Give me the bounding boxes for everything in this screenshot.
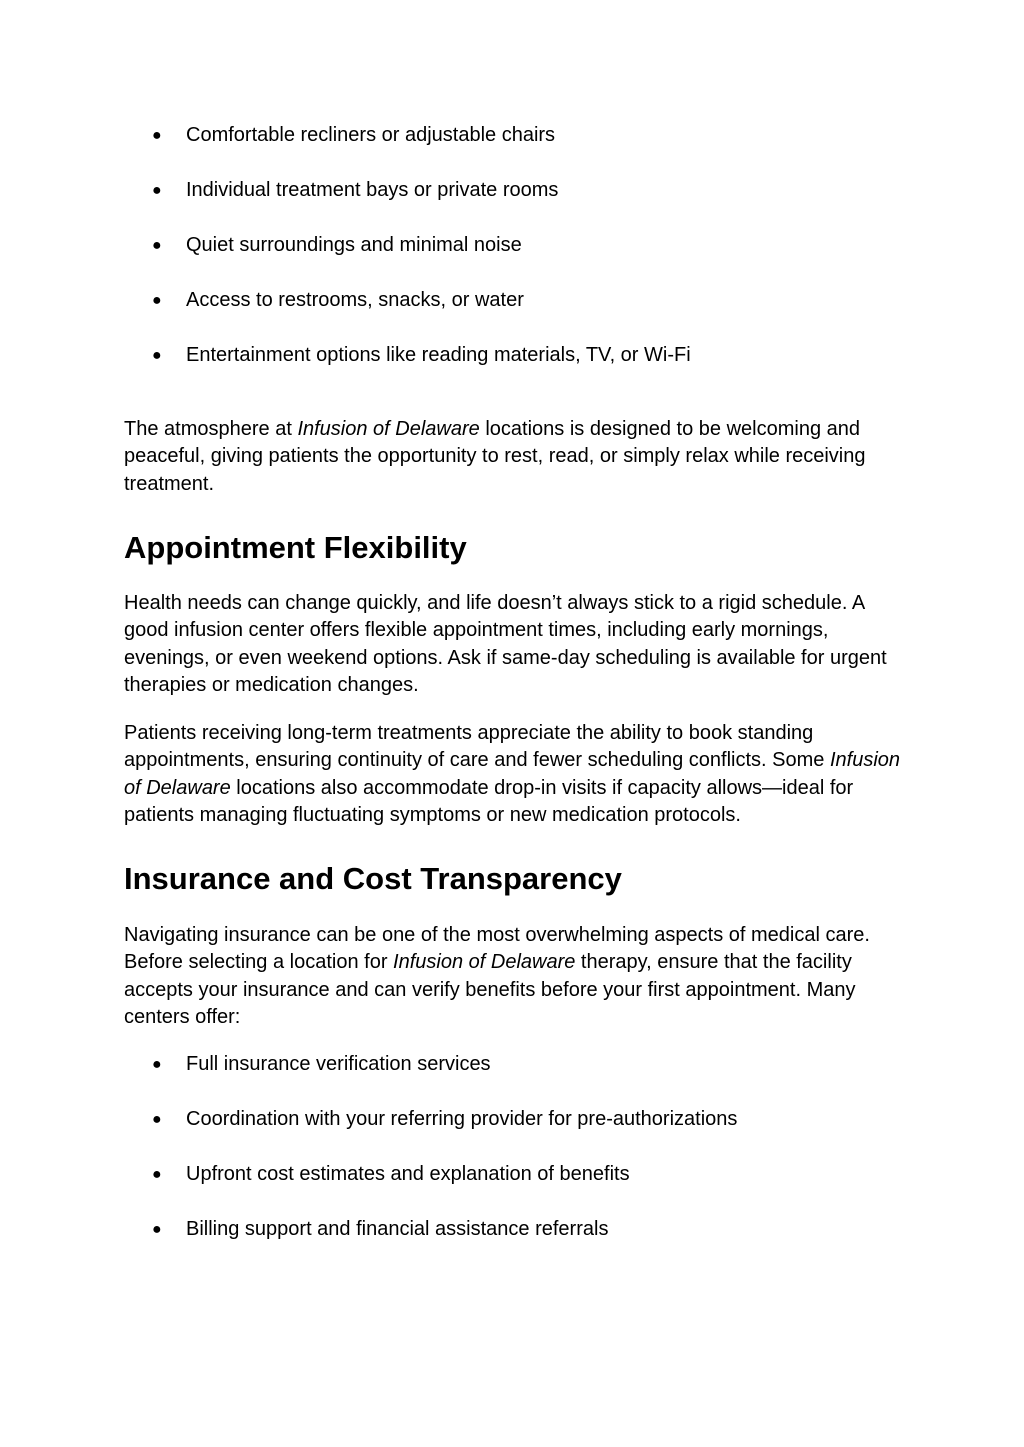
bullet-icon: ● bbox=[152, 347, 162, 364]
paragraph-text: therapy, ensure that the facility accepts your insurance and can verify benefits before your first appointment. Many centers offer: bbox=[124, 951, 856, 1028]
list-item bbox=[152, 1051, 932, 1106]
appointment-paragraph-1: Health needs can change quickly, and life doesn’t always stick to a rigid schedule. A good infusion center offers flexible appointment times, including early mornings, evenings, or even weekend options. Ask if same-day scheduling is available for urgent therapies or medication changes. bbox=[124, 592, 887, 696]
bullet-icon: ● bbox=[152, 1111, 162, 1128]
atmosphere-paragraph bbox=[124, 416, 904, 498]
paragraph-text: locations is designed to be welcoming and peaceful, giving patients the opportunity to rest, read, or simply relax while receiving treatment. bbox=[124, 418, 866, 495]
list-item bbox=[152, 1216, 932, 1271]
bullet-icon: ● bbox=[152, 182, 162, 199]
paragraph-text: locations also accommodate drop-in visits if capacity allows—ideal for patients managing fluctuating symptoms or new medication protocols. bbox=[124, 776, 854, 826]
list-item bbox=[152, 122, 932, 177]
section-heading-insurance: Insurance and Cost Transparency bbox=[124, 861, 622, 896]
list-item-text: Upfront cost estimates and explanation of benefits bbox=[186, 1163, 630, 1185]
bullet-icon: ● bbox=[152, 127, 162, 144]
paragraph-text: Navigating insurance can be one of the most overwhelming aspects of medical care. Before selecting a location for bbox=[124, 924, 870, 974]
list-item-text: Access to restrooms, snacks, or water bbox=[186, 289, 524, 311]
bullet-icon: ● bbox=[152, 1221, 162, 1238]
amenities-list bbox=[152, 122, 932, 397]
section-heading-appointment: Appointment Flexibility bbox=[124, 530, 467, 565]
paragraph-text: Patients receiving long-term treatments appreciate the ability to book standing appointments, ensuring continuity of care and fewer scheduling conflicts. Some bbox=[124, 722, 830, 772]
list-item-text: Coordination with your referring provider for pre-authorizations bbox=[186, 1108, 738, 1130]
list-item-text: Individual treatment bays or private rooms bbox=[186, 179, 559, 201]
appointment-paragraph-2 bbox=[124, 720, 904, 829]
list-item-text: Quiet surroundings and minimal noise bbox=[186, 234, 522, 256]
insurance-paragraph bbox=[124, 922, 904, 1031]
list-item-text: Entertainment options like reading materials, TV, or Wi-Fi bbox=[186, 344, 691, 366]
bullet-icon: ● bbox=[152, 237, 162, 254]
bullet-icon: ● bbox=[152, 292, 162, 309]
bullet-icon: ● bbox=[152, 1166, 162, 1183]
list-item bbox=[152, 342, 932, 397]
bullet-icon: ● bbox=[152, 1056, 162, 1073]
insurance-services-list bbox=[152, 1051, 932, 1271]
list-item-text: Comfortable recliners or adjustable chairs bbox=[186, 124, 556, 146]
brand-name-emphasis: Infusion of Delaware bbox=[124, 749, 901, 799]
list-item bbox=[152, 1106, 932, 1161]
brand-name-emphasis: Infusion of Delaware bbox=[393, 951, 576, 974]
paragraph-text: The atmosphere at bbox=[124, 418, 298, 440]
list-item bbox=[152, 232, 932, 287]
list-item-text: Full insurance verification services bbox=[186, 1053, 491, 1075]
brand-name-emphasis: Infusion of Delaware bbox=[297, 418, 480, 440]
list-item-text: Billing support and financial assistance referrals bbox=[186, 1218, 609, 1240]
list-item bbox=[152, 177, 932, 232]
list-item bbox=[152, 1161, 932, 1216]
list-item bbox=[152, 287, 932, 342]
